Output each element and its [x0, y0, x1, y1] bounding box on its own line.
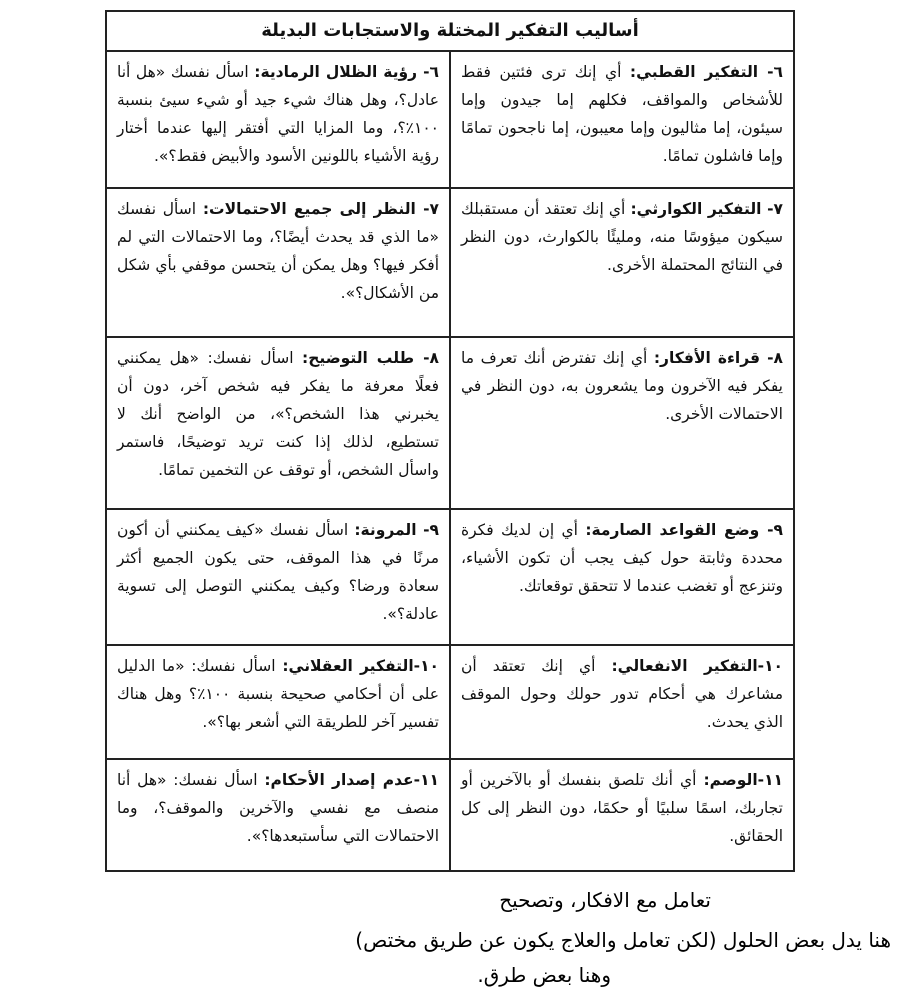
distortion-cell: [450, 51, 794, 188]
distortion-cell: [450, 337, 794, 509]
distortion-text: أي إن لديك فكرة محددة وثابتة حول كيف يجب أن تكون الأشياء، وتنزعج أو تغضب عندما لا تتحقق توقعاتك.: [461, 521, 783, 595]
alternative-term: ٦- رؤية الظلال الرمادية:: [254, 63, 439, 81]
alternative-term: ٨- طلب التوضيح:: [302, 349, 439, 367]
handwritten-note-line-2: هنا يدل بعض الحلول (لكن تعامل والعلاج يكون عن طريق مختص): [355, 928, 891, 952]
distortion-term: ٧- التفكير الكوارثي:: [630, 200, 783, 218]
distortion-term: ٨- قراءة الأفكار:: [653, 349, 783, 367]
handwritten-note-line-3: وهنا بعض طرق.: [477, 963, 611, 987]
table-row: [106, 337, 794, 509]
distortion-text: أي إنك تفترض أنك تعرف ما يفكر فيه الآخرون وما يشعرون به، دون النظر في الاحتمالات الأخرى.: [461, 349, 783, 423]
alternative-text: اسأل نفسك: «ما الدليل على أن أحكامي صحيحة بنسبة ١٠٠٪؟ وهل هناك تفسير آخر للطريقة التي أشعر بها؟».: [117, 657, 439, 731]
alternative-text: اسأل نفسك «كيف يمكنني أن أكون مرنًا في هذا الموقف، حتى يكون الجميع أكثر سعادة ورضا؟ وكيف يمكنني التوصل إلى تسوية عادلة؟».: [117, 521, 439, 623]
alternative-cell: [106, 645, 450, 759]
alternative-cell: [106, 51, 450, 188]
table-row: [106, 188, 794, 337]
alternative-cell: [106, 337, 450, 509]
table-row: [106, 509, 794, 645]
alternative-text: اسأل نفسك «ما الذي قد يحدث أيضًا؟، وما الاحتمالات التي لم أفكر فيها؟ وهل يمكن أن يتحسن موقفي بأي شكل من الأشكال؟».: [117, 200, 439, 302]
table-row: [106, 759, 794, 871]
alternative-cell: [106, 509, 450, 645]
distortion-text: أي إنك تعتقد أن مشاعرك هي أحكام تدور حولك وحول الموقف الذي يحدث.: [461, 657, 783, 731]
distortion-term: ٩- وضع القواعد الصارمة:: [585, 521, 784, 539]
alternative-text: اسأل نفسك: «هل يمكنني فعلًا معرفة ما يفكر فيه شخص آخر، دون أن يخبرني هذا الشخص؟»، من الواضح أنك لا تستطيع، لذلك إذا كنت تريد توضيحًا، فاستمر واسأل الشخص، أو توقف عن التخمين تمامًا.: [117, 349, 439, 479]
distortion-cell: [450, 759, 794, 871]
distortion-text: أي إنك تعتقد أن مستقبلك سيكون ميؤوسًا منه، ومليئًا بالكوارث، دون النظر في النتائج المحتملة الأخرى.: [461, 200, 783, 274]
distortion-cell: [450, 645, 794, 759]
distortions-table: [105, 10, 795, 872]
handwritten-note-line-1: تعامل مع الافكار، وتصحيح: [499, 888, 711, 912]
distortion-cell: [450, 509, 794, 645]
alternative-cell: [106, 188, 450, 337]
table-title: أساليب التفكير المختلة والاستجابات البديلة: [106, 11, 794, 51]
table-row: [106, 51, 794, 188]
distortion-term: ١٠-التفكير الانفعالي:: [611, 657, 784, 675]
alternative-text: اسأل نفسك «هل أنا عادل؟، وهل هناك شيء جيد أو شيء سيئ بنسبة ١٠٠٪؟، وما المزايا التي أفتقر إليها عندما أختار رؤية الأشياء باللونين الأسود والأبيض فقط؟».: [117, 63, 439, 165]
distortion-cell: [450, 188, 794, 337]
distortion-term: ١١-الوصم:: [703, 771, 783, 789]
table-row: [106, 645, 794, 759]
alternative-cell: [106, 759, 450, 871]
distortion-text: أي أنك تلصق بنفسك أو بالآخرين أو تجاربك، اسمًا سلبيًا أو حكمًا، دون النظر إلى كل الحقائق.: [461, 771, 783, 845]
alternative-term: ١٠-التفكير العقلاني:: [282, 657, 439, 675]
alternative-term: ١١-عدم إصدار الأحكام:: [264, 771, 439, 789]
distortion-text: أي إنك ترى فئتين فقط للأشخاص والمواقف، فكلهم إما جيدون وإما سيئون، إما مثاليون وإما معيبون، إما ناجحون تمامًا وإما فاشلون تمامًا.: [461, 63, 783, 165]
alternative-term: ٩- المرونة:: [354, 521, 439, 539]
alternative-text: اسأل نفسك: «هل أنا منصف مع نفسي والآخرين والموقف؟، وما الاحتمالات التي سأستبعدها؟».: [117, 771, 439, 845]
alternative-term: ٧- النظر إلى جميع الاحتمالات:: [202, 200, 439, 218]
table-header-row: [106, 11, 794, 51]
distortion-term: ٦- التفكير القطبي:: [629, 63, 783, 81]
